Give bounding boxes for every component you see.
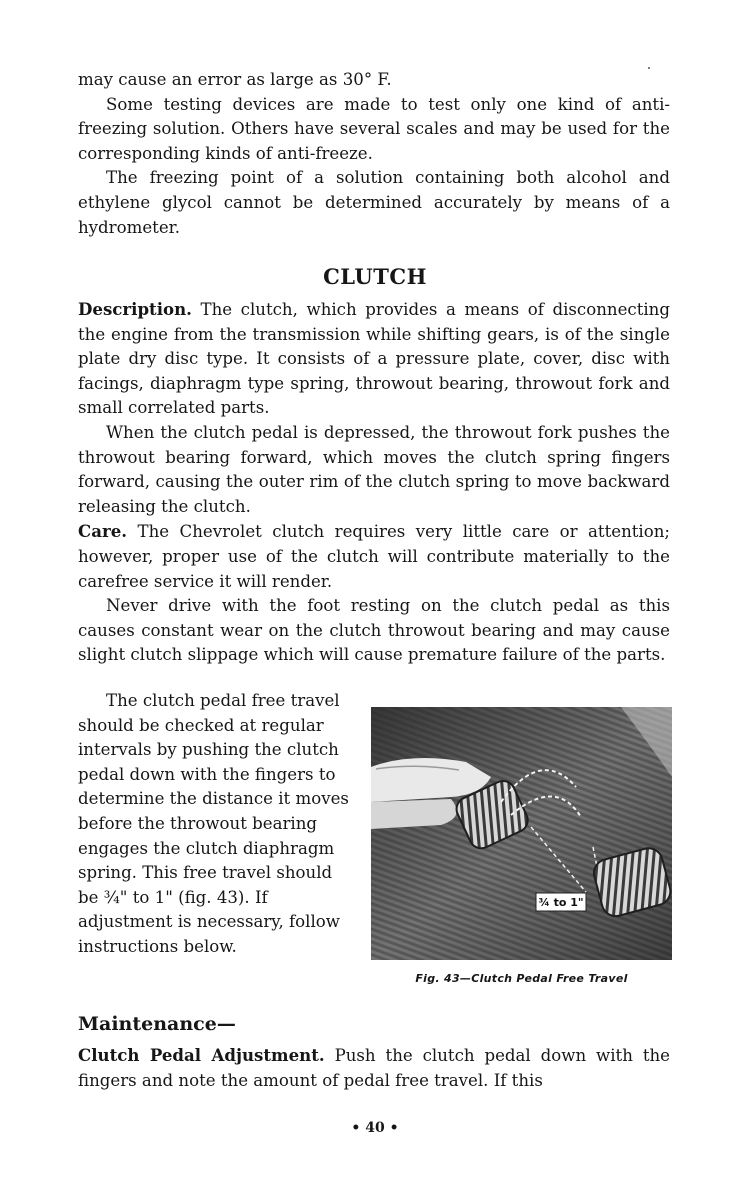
clutch-pedal-photo [371,707,672,960]
paragraph-testing-devices: Some testing devices are made to test only one kind of anti-freezing solution. Others have several scales and may be used for the corresponding kinds of anti-freeze. [78,94,670,163]
maintenance-heading: Maintenance— [78,1013,236,1035]
antifreeze-text-block [78,68,670,240]
adjustment-text: Push the clutch pedal down with the fingers and note the amount of pedal free travel. If this [78,1046,670,1090]
care-paragraph [78,519,670,594]
free-travel-callout: ¾ to 1" [538,896,584,909]
care-text: The Chevrolet clutch requires very little care or attention; however, proper use of the clutch will contribute materially to the carefree service it will render. [78,522,670,591]
figure-caption: Fig. 43—Clutch Pedal Free Travel [415,972,628,985]
free-travel-paragraph: The clutch pedal free travel should be checked at regular intervals by pushing the clutch pedal down with the fingers to determine the distance it moves before the throwout bearing engages the clutch diaphragm spring. This free travel should be ¾" to 1" (fig. 43). If adjustment is necessary, follow instructions below. [78,691,349,956]
adjustment-label: Clutch Pedal Adjustment. [78,1045,325,1065]
paragraph-continued: may cause an error as large as 30° F. [78,70,392,89]
figure-43-photo [371,707,672,960]
never-drive-paragraph: Never drive with the foot resting on the clutch pedal as this causes constant wear on the clutch throwout bearing and may cause slight clutch slippage which will cause premature failure of the parts. [78,596,670,665]
description-paragraph [78,297,670,421]
description-label: Description. [78,299,192,319]
adjustment-paragraph [78,1043,670,1093]
section-title: CLUTCH [323,264,427,289]
paragraph-freezing-point: The freezing point of a solution containing both alcohol and ethylene glycol cannot be determined accurately by means of a hydrometer. [78,168,670,237]
free-travel-text-block [78,689,350,960]
clutch-operation-paragraph: When the clutch pedal is depressed, the throwout fork pushes the throwout bearing forward, which moves the clutch spring fingers forward, causing the outer rim of the clutch spring to move backward releasing the clutch. [78,422,670,516]
care-label: Care. [78,521,128,542]
adjustment-text-block [78,1043,670,1093]
clutch-text-block [78,297,670,668]
page-number: • 40 • [351,1120,399,1136]
description-text: The clutch, which provides a means of disconnecting the engine from the transmission while shifting gears, is of the single plate dry disc type. It consists of a pressure plate, cover, disc with facings, diaphragm type spring, throwout bearing, throwout fork and small correlated parts. [78,300,670,418]
